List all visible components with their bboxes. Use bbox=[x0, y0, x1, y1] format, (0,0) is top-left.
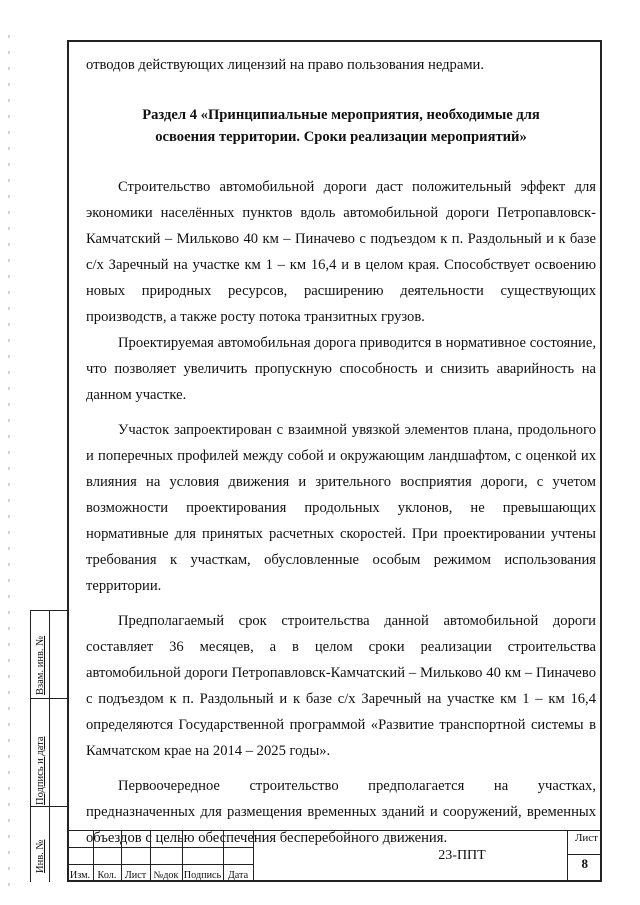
sheet-label: Лист bbox=[574, 832, 598, 844]
tb-list: Лист bbox=[124, 870, 147, 881]
side-stamp bbox=[30, 610, 67, 882]
document-body bbox=[86, 52, 596, 851]
tb-podpis: Подпись bbox=[183, 870, 222, 881]
section-heading: Раздел 4 «Принципиальные мероприятия, необходимые для освоения территории. Сроки реализации мероприятий» bbox=[142, 107, 540, 145]
side-stamp-inv: Инв. № bbox=[35, 839, 46, 873]
paragraph-3: Участок запроектирован с взаимной увязкой элементов плана, продольного и поперечных профилей между собой и окружающим ландшафтом, с оценкой их влияния на условия движения и зрительного восприятия дороги, с учетом возможности проектирования продольных уклонов, не превышающих нормативные для принятых расчетных скоростей. При проектировании учтены требования к участкам, обусловленные особым режимом использования территории. bbox=[86, 422, 596, 594]
tb-data: Дата bbox=[227, 870, 249, 881]
paragraph-2: Проектируемая автомобильная дорога приводится в нормативное состояние, что позволяет увеличить пропускную способность и снизить аварийность на данном участке. bbox=[86, 335, 596, 403]
paragraph-5: Первоочередное строительство предполагается на участках, предназначенных для размещения временных зданий и сооружений, временных объездов с целью обеспечения бесперебойного движения. bbox=[86, 778, 596, 846]
side-stamp-vzam: Взам. инв. № bbox=[35, 635, 46, 695]
document-code: 23-ППТ bbox=[438, 848, 486, 863]
paragraph-1: Строительство автомобильной дороги даст положительный эффект для экономики населённых пунктов вдоль автомобильной дороги Петропавловск-Камчатский – Мильково 40 км – Пиначево с подъездом к п. Раздольный и к базе с/х Заречный на участке км 1 – км 16,4 и в целом края. Способствует освоению новых природных ресурсов, расширению деятельности существующих производств, а также росту потока транзитных грузов. bbox=[86, 179, 596, 325]
side-stamp-podpis: Подпись и дата bbox=[35, 736, 46, 805]
tb-izm: Изм. bbox=[69, 870, 91, 881]
tb-kol: Кол. bbox=[97, 870, 117, 881]
top-line: отводов действующих лицензий на право пользования недрами. bbox=[86, 57, 485, 73]
sheet-number: 8 bbox=[581, 856, 588, 871]
binding-margin-marks bbox=[8, 35, 10, 895]
title-block bbox=[67, 830, 602, 882]
paragraph-4: Предполагаемый срок строительства данной автомобильной дороги составляет 36 месяцев, а в целом сроки реализации строительства автомобильной дороги Петропавловск-Камчатский – Мильково 40 км – Пиначево с подъездом к п. Раздольный и к базе с/х Заречный на участке км 1 – км 16,4 определяются Государственной программой «Развитие транспортной системы в Камчатском крае на 2014 – 2025 годы». bbox=[86, 613, 596, 759]
tb-ndok: №док bbox=[153, 870, 179, 881]
